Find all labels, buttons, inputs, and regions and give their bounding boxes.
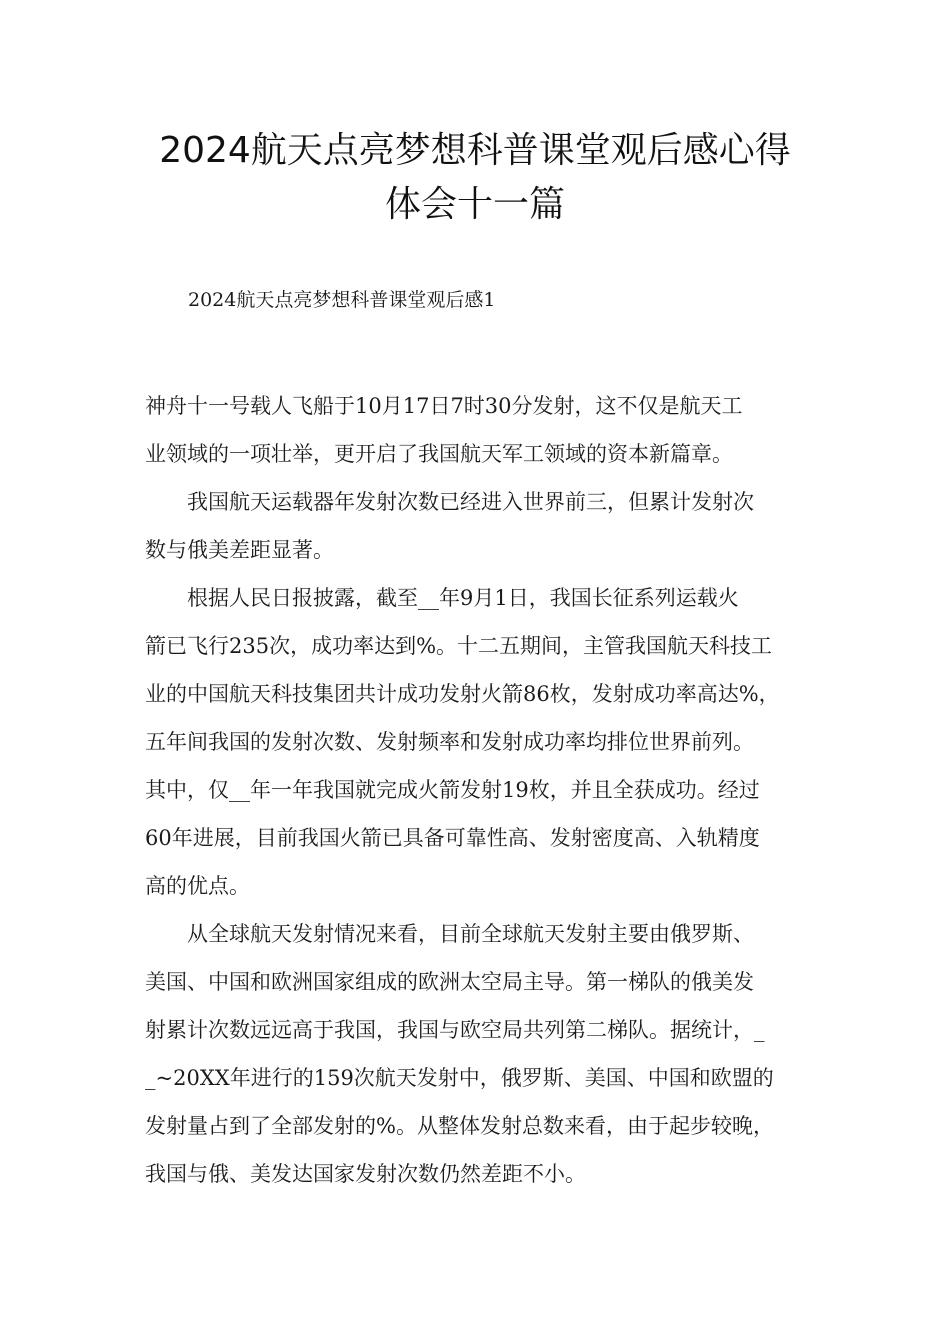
- body-text: [145, 382, 815, 1198]
- text-line: 数与俄美差距显著。: [145, 538, 334, 562]
- document-title-line-1: 2024航天点亮梦想科普课堂观后感心得: [159, 130, 791, 171]
- text-line: _~20XX年进行的159次航天发射中，俄罗斯、美国、中国和欧盟的: [145, 1066, 774, 1090]
- text-line: 我国航天运载器年发射次数已经进入世界前三，但累计发射次: [187, 490, 754, 514]
- text-line: 射累计次数远远高于我国，我国与欧空局共列第二梯队。据统计，_: [145, 1018, 765, 1042]
- text-line: 箭已飞行235次，成功率达到%。十二五期间，主管我国航天科技工: [145, 634, 773, 658]
- text-line: 业领域的一项壮举，更开启了我国航天军工领域的资本新篇章。: [145, 442, 733, 466]
- text-line: 其中，仅__年一年我国就完成火箭发射19枚，并且全获成功。经过: [145, 778, 760, 802]
- text-line: 我国与俄、美发达国家发射次数仍然差距不小。: [145, 1162, 586, 1186]
- text-line: 从全球航天发射情况来看，目前全球航天发射主要由俄罗斯、: [187, 922, 754, 946]
- text-line: 高的优点。: [145, 874, 250, 898]
- text-line: 美国、中国和欧洲国家组成的欧洲太空局主导。第一梯队的俄美发: [145, 970, 754, 994]
- text-line: 神舟十一号载人飞船于10月17日7时30分发射，这不仅是航天工: [145, 394, 743, 418]
- text-line: 60年进展，目前我国火箭已具备可靠性高、发射密度高、入轨精度: [145, 826, 760, 850]
- document-title-line-2: 体会十一篇: [384, 184, 565, 225]
- section-subtitle: 2024航天点亮梦想科普课堂观后感1: [188, 289, 496, 311]
- text-line: 根据人民日报披露，截至__年9月1日，我国长征系列运载火: [187, 586, 739, 610]
- document-title: [100, 124, 850, 232]
- text-line: 发射量占到了全部发射的%。从整体发射总数来看，由于起步较晚，: [145, 1114, 774, 1138]
- text-line: 业的中国航天科技集团共计成功发射火箭86枚，发射成功率高达%，: [145, 682, 780, 706]
- text-line: 五年间我国的发射次数、发射频率和发射成功率均排位世界前列。: [145, 730, 754, 754]
